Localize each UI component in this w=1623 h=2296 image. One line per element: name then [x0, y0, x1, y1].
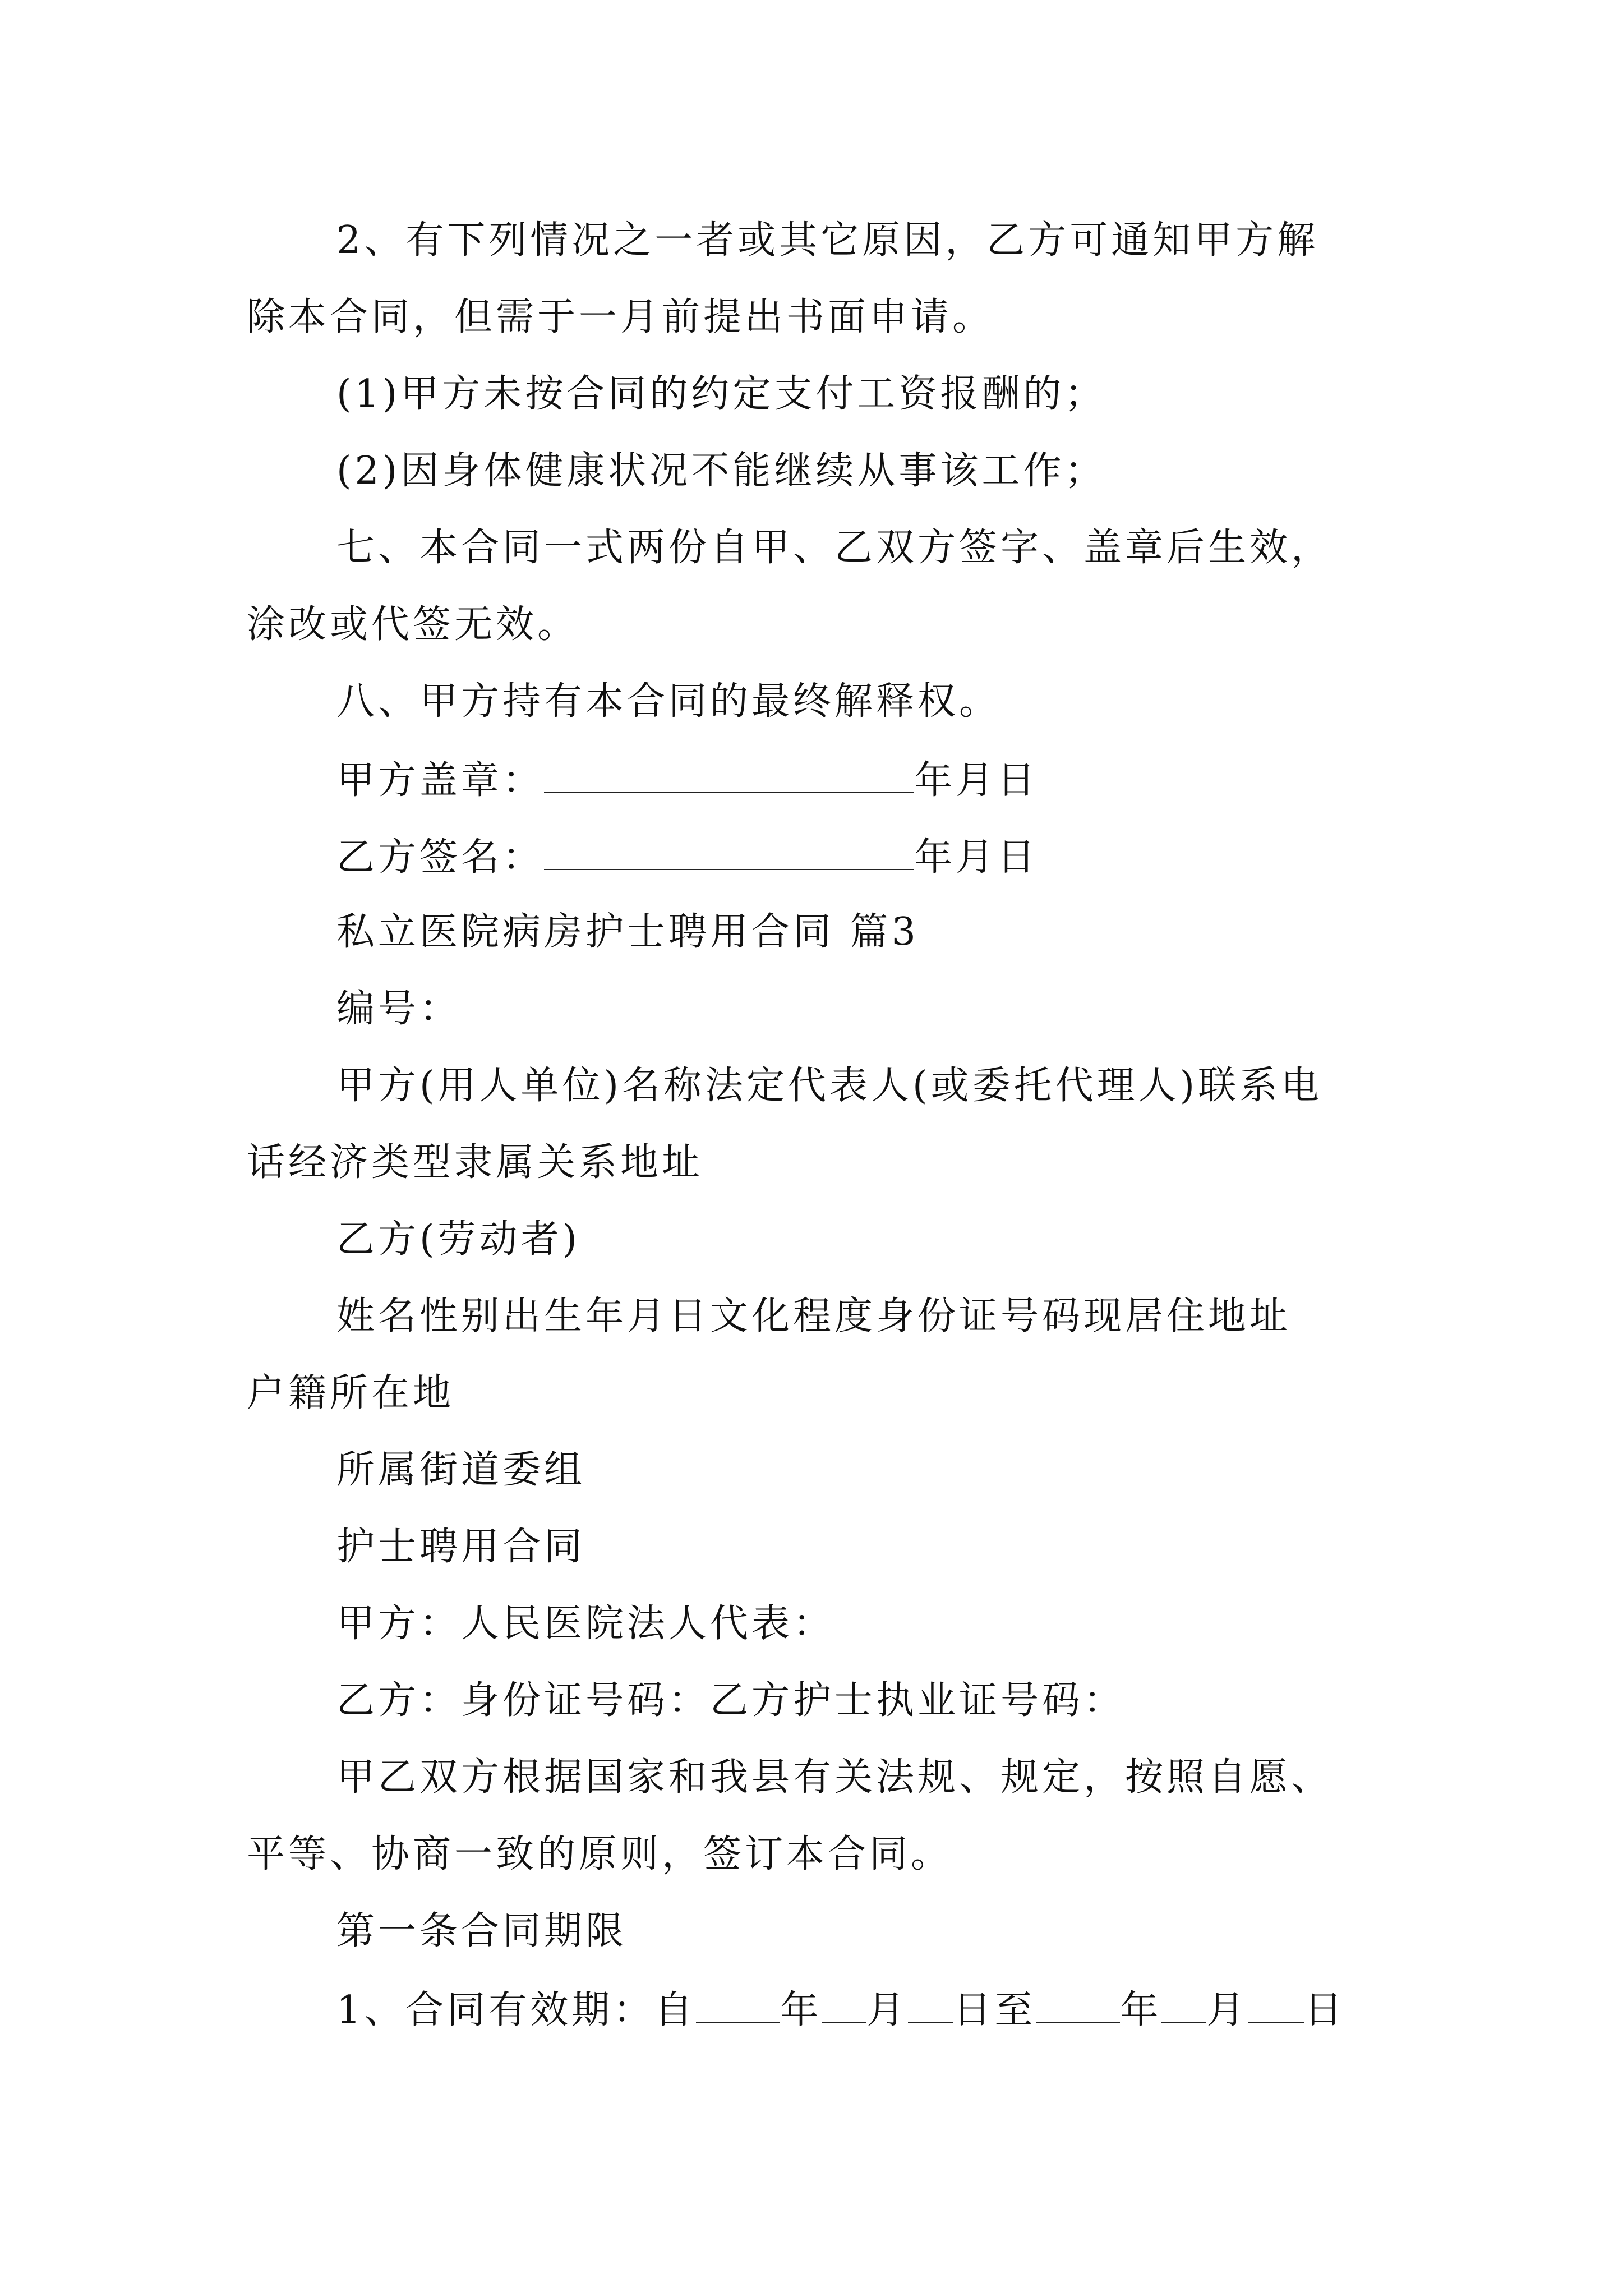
- paragraph-line: 护士聘用合同: [336, 1525, 586, 1569]
- paragraph-line: 2、有下列情况之一者或其它原因，乙方可通知甲方解: [336, 218, 1319, 263]
- signature-line-party-b: [336, 835, 1039, 880]
- month-blank: [1161, 1989, 1206, 2023]
- day-blank: [908, 1989, 953, 2023]
- month-label: 月: [866, 1988, 909, 2032]
- paragraph-line: (2)因身体健康状况不能继续从事该工作；: [336, 449, 1106, 493]
- paragraph-line: 乙方：身份证号码：乙方护士执业证号码：: [336, 1678, 1126, 1723]
- month-label: 月: [1206, 1988, 1248, 2032]
- date-label: 年月日: [914, 758, 1039, 803]
- paragraph-line: (1)甲方未按合同的约定支付工资报酬的；: [336, 372, 1106, 416]
- paragraph-line: 户籍所在地: [247, 1371, 455, 1415]
- paragraph-line: 八、甲方持有本合同的最终解释权。: [336, 679, 1001, 724]
- paragraph-line: 所属街道委组: [336, 1448, 586, 1492]
- day-to-label: 日至: [953, 1988, 1036, 2032]
- year-label: 年: [780, 1988, 822, 2032]
- year-label: 年: [1120, 1988, 1162, 2032]
- date-label: 年月日: [914, 835, 1039, 880]
- paragraph-line: 甲方(用人单位)名称法定代表人(或委托代理人)联系电: [336, 1064, 1323, 1108]
- signature-label: 甲方盖章：: [336, 758, 545, 803]
- paragraph-line: 编号：: [336, 987, 462, 1031]
- day-blank: [1248, 1989, 1304, 2023]
- paragraph-line: 第一条合同期限: [336, 1909, 628, 1953]
- signature-line-party-a: [336, 758, 1039, 803]
- paragraph-line: 除本合同，但需于一月前提出书面申请。: [247, 295, 994, 339]
- paragraph-line: 乙方(劳动者): [336, 1217, 581, 1262]
- paragraph-line: 七、本合同一式两份自甲、乙双方签字、盖章后生效，: [336, 526, 1333, 570]
- signature-blank: [544, 760, 914, 793]
- paragraph-line: 甲乙双方根据国家和我县有关法规、规定，按照自愿、: [336, 1755, 1333, 1800]
- signature-blank: [544, 836, 914, 870]
- section-title: 私立医院病房护士聘用合同 篇3: [336, 910, 919, 954]
- period-label: 1、合同有效期：自: [336, 1988, 697, 2032]
- year-blank: [696, 1989, 780, 2023]
- month-blank: [822, 1989, 866, 2023]
- paragraph-line: 姓名性别出生年月日文化程度身份证号码现居住地址: [336, 1294, 1292, 1338]
- contract-period-line: [336, 1989, 1345, 2030]
- paragraph-line: 涂改或代签无效。: [247, 602, 579, 647]
- paragraph-line: 甲方：人民医院法人代表：: [336, 1602, 835, 1646]
- signature-label: 乙方签名：: [336, 835, 545, 880]
- year-blank: [1036, 1989, 1120, 2023]
- paragraph-line: 平等、协商一致的原则，签订本合同。: [247, 1832, 953, 1876]
- paragraph-line: 话经济类型隶属关系地址: [247, 1140, 704, 1185]
- day-label: 日: [1304, 1988, 1346, 2032]
